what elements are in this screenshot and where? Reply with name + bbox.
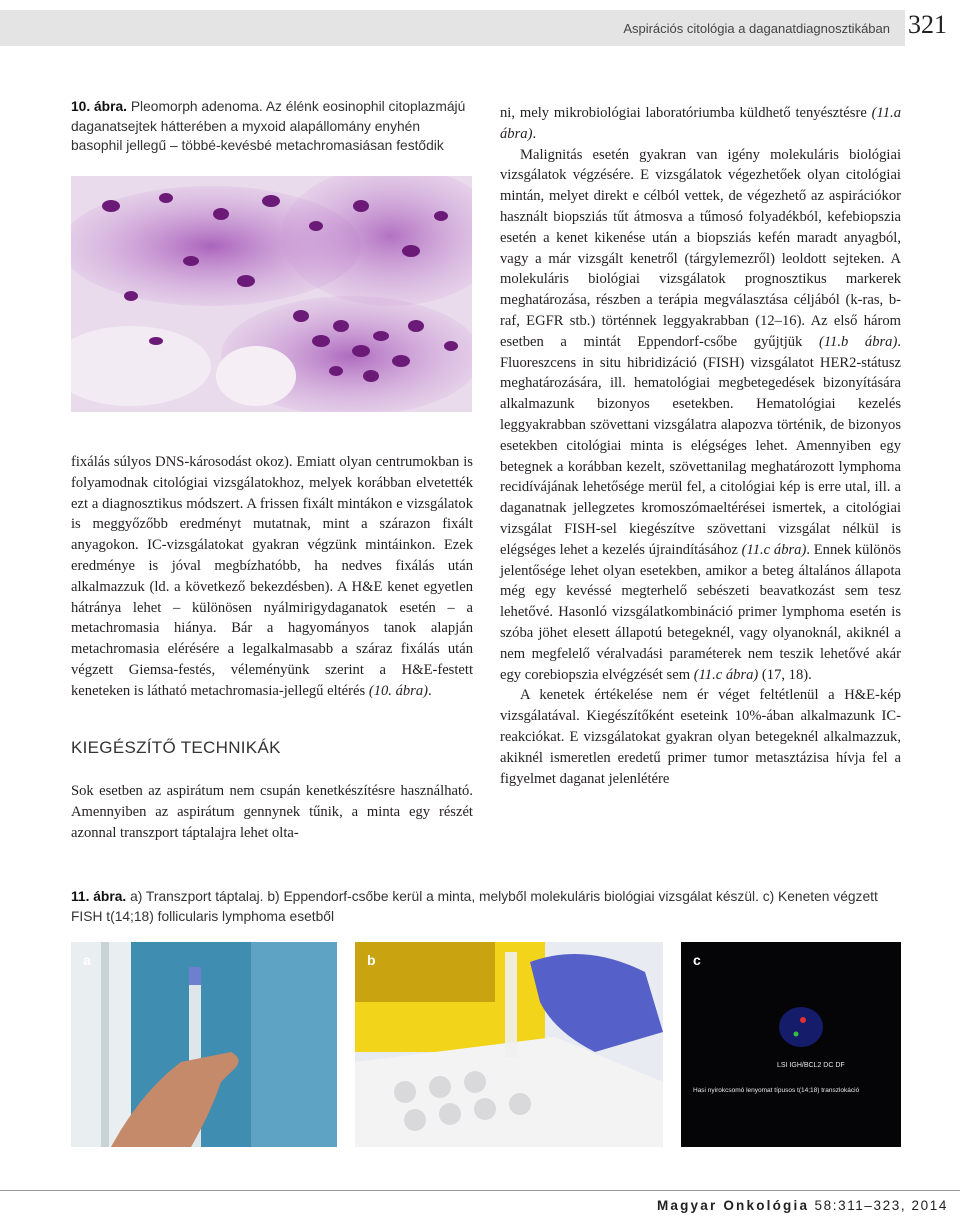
left-column-text — [71, 452, 473, 702]
figure-11b-letter: b — [367, 952, 376, 968]
footer-divider — [0, 1190, 960, 1191]
right-paragraph-1-text: ni, mely mikrobiológiai laboratóriumba küldhető tenyésztésre — [500, 105, 872, 121]
fish-illustration — [681, 942, 901, 1147]
figure-10-caption-text: Pleomorph adenoma. Az élénk eosinophil citoplazmájú daganatsejtek hátterében a myxoid alapállomány enyhén basophil jellegű – többé-kevésbé metachromasiásan festődik — [71, 99, 466, 153]
figure-11c-letter: c — [693, 952, 701, 968]
figure-11-caption-text: a) Transzport táptalaj. b) Eppendorf-csőbe kerül a minta, melyből molekuláris biológiai vizsgálat készül. c) Keneten végzett FISH t(14;18) follicularis lymphoma esetből — [71, 889, 878, 924]
page-number: 321 — [908, 10, 947, 39]
figure-11c-reference-2: (11.c ábra) — [693, 666, 759, 683]
eppendorf-illustration — [355, 942, 663, 1147]
fish-probe-label: LSI IGH/BCL2 DC DF — [777, 1062, 845, 1069]
right-paragraph-1-end: . — [532, 125, 537, 142]
right-paragraph-2-c: . Ennek különös jelentősége lehet olyan esetekben, amikor a beteg általános állapota még egy kevéssé megterhelő sebészeti beavatkozást sem tesz lehetővé. Hasonló vizsgálatkombináció primer lymphoma esetén is szóba jöhet elesett állapotú betegeknél, vagy olyanoknál, akiknél a nem megfelelő véralvadási paraméterek nem teszik lehetővé akár egy corebiopszia elvégzését sem — [500, 541, 901, 683]
left-paragraph-1-text: fixálás súlyos DNS-károsodást okoz). Emiatt olyan centrumokban is folyamodnak citológiai vizsgálatokhoz, melyek korábban elvetették ezt a diagnosztikus módszert. A frissen fixált mintákon e vizsgálatok is meggyőzőbb eredményt mutatnak, mint a szárazon fixált anyagokon. IC-vizsgálatokat gyakran végzünk mintáinkon. Ezek eredménye is jóval megbízhatóbb, ha nedves fixálás után alkalmazzuk (ld. a következő bekezdésben). A H&E kenet egyetlen hátránya lehet – különösen nyálmirigydaganatok esetén – a metachromasia hiánya. Bár a hagyományos tanok alapján metachromasia elérésére a legalkalmasabb a száraz fixálás után végzett Giemsa-festés, véleményünk szerint a H&E-festett keneteken is látható metachromasia-jellegű eltérés — [71, 454, 473, 699]
section-heading: KIEGÉSZÍTŐ TECHNIKÁK — [71, 738, 281, 757]
journal-footer — [657, 1198, 948, 1213]
transport-medium-illustration — [71, 942, 337, 1147]
figure-11c-photo — [681, 942, 901, 1147]
figure-10-micrograph — [71, 176, 472, 412]
right-column-text — [500, 103, 901, 789]
figure-11a-letter: a — [83, 952, 91, 968]
journal-name: Magyar Onkológia — [656, 1198, 810, 1213]
figure-11a-reference: (11.a ábra) — [500, 105, 901, 142]
left-column-text-2 — [71, 781, 473, 843]
figure-11b-reference: (11.b ábra) — [818, 333, 898, 350]
right-paragraph-2-a: Malignitás esetén gyakran van igény molekuláris biológiai vizsgálatok végzésére. E vizsgálatok végezhetőek olyan citológiai mintán, melyet direkt e célból vettek, de végezhető az aspirációkor használt biopsziás tűt átmosva a tűmosó folyadékból, kefebiopszia esetén a kenet kikenése után a biopsziás kefén maradt anyagból, vagy a már vizsgált kenetről (tárgylemezről) leoldott sejteken. A molekuláris biológiai vizsgálatok prognosztikus markerek meghatározása, részben a terápia megválasztása céljából (k-ras, b-raf, EGFR stb.) történnek leggyakrabban (12–16). Az első három esetben a mintát Eppendorf-csőbe gyűjtjük — [500, 146, 901, 350]
left-paragraph-2: Sok esetben az aspirátum nem csupán kenetkészítésre használható. Amennyiben az aspirátum gennynek tűnik, a minta egy részét azonnal transzport táptalajra lehet olta- — [71, 783, 473, 841]
figure-10-caption — [71, 97, 473, 156]
figure-11b-photo — [355, 942, 663, 1147]
micrograph-illustration — [71, 176, 472, 412]
right-paragraph-2-b: . Fluoreszcens in situ hibridizáció (FISH) vizsgálatot HER2-státusz meghatározására, ill. hematológiai megbetegedések bizonyítására alkalmazunk bizonyos esetekben. Hematológiai kezelés leggyakrabban szövettani vizsgálatra alapozva történik, de bizonyos esetekben citológiai minta is elégséges lehet. Amennyiben egy betegnek a korábban kezelt, szövettanilag meghatározott lymphoma recidívájának lehetősége merül fel, a citológiai kép is erre utal, ill. a daganatnak jellegzetes kromoszómaeltérései ismertek, a citológiai vizsgálat FISH-sel kiegészítve szövettani vizsgálat nélkül is elégséges lehet a kezelés újraindításához — [500, 333, 901, 558]
figure-11a-photo — [71, 942, 337, 1147]
right-paragraph-2-d: (17, 18). — [758, 666, 812, 683]
figure-10-label: 10. ábra. — [71, 99, 127, 114]
right-paragraph-1 — [500, 103, 901, 145]
figure-10-reference: (10. ábra) — [368, 682, 429, 699]
right-paragraph-3: A kenetek értékelése nem ér véget feltétlenül a H&E-kép vizsgálatával. Kiegészítőként eseteink 10%-ában alkalmazunk IC-reakciókat. E vizsgálatokat gyakran olyan betegeknél alkalmazzuk, akiknél ismeretlen eredetű primer tumor metasztázisa hívja fel a figyelmet daganat jelenlétére — [500, 687, 901, 787]
left-paragraph-1-end: . — [428, 682, 432, 699]
running-header-title: Aspirációs citológia a daganatdiagnosztikában — [623, 21, 890, 36]
right-paragraph-2 — [500, 145, 901, 686]
figure-11c-reference: (11.c ábra) — [741, 541, 807, 558]
figure-11-caption — [71, 887, 911, 926]
journal-citation: 58:311–323, 2014 — [814, 1198, 948, 1213]
fish-description: Hasi nyirokcsomó lenyomat típusos t(14;18) transzlokáció — [693, 1087, 860, 1094]
figure-11-label: 11. ábra. — [71, 889, 127, 904]
left-paragraph-1 — [71, 452, 473, 702]
